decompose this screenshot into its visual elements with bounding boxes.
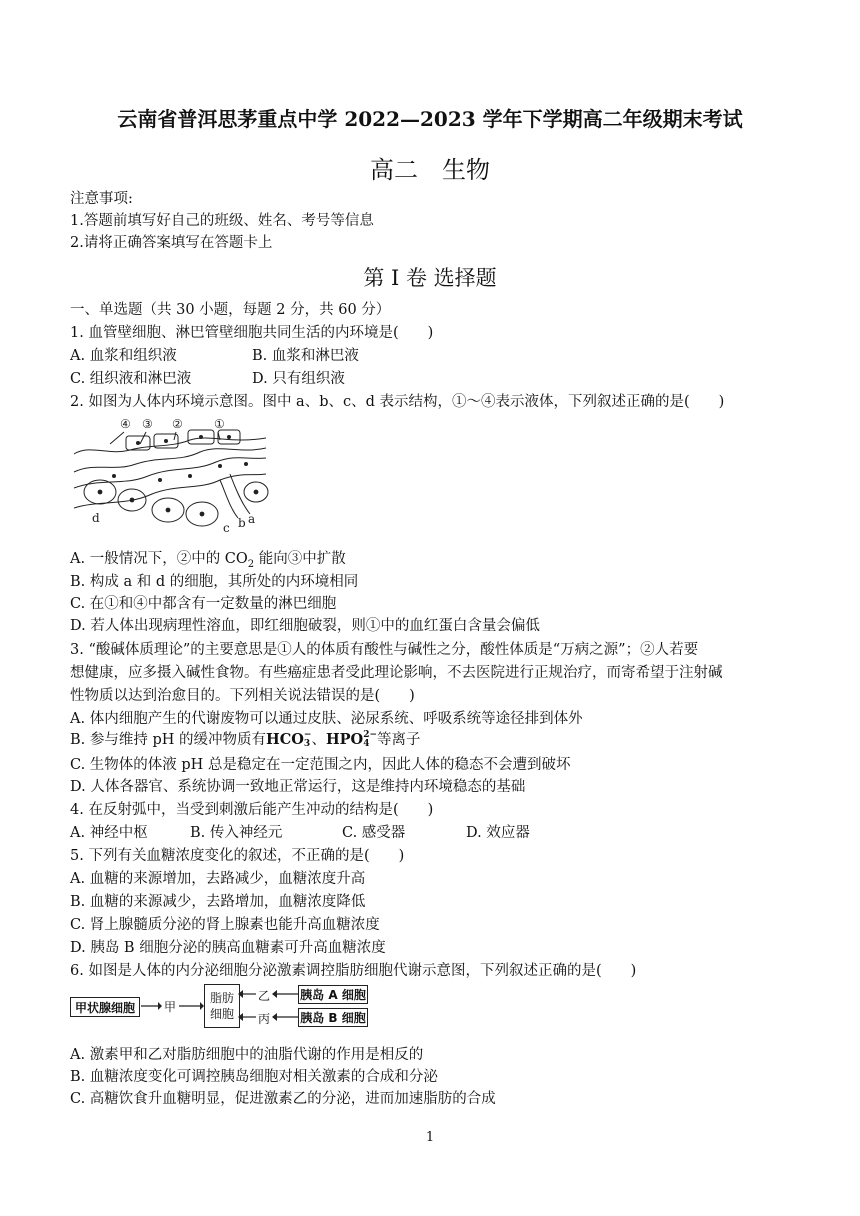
q2-figure (70, 414, 270, 540)
q1-option-d: D. 只有组织液 (252, 371, 345, 387)
hormone-jia-label: 甲 (164, 1000, 177, 1014)
q5-option-d: D. 胰岛 B 细胞分泌的胰高血糖素可升高血糖浓度 (70, 940, 386, 956)
q4-option-c: C. 感受器 (342, 825, 406, 841)
q1-option-c: C. 组织液和淋巴液 (70, 371, 192, 387)
arrow-icon (238, 988, 256, 1000)
q4-option-b: B. 传入神经元 (190, 825, 283, 841)
exam-subtitle: 高二 生物 (370, 156, 490, 184)
q2-option-c: C. 在①和④中都含有一定数量的淋巴细胞 (70, 596, 337, 612)
hormone-yi-label: 乙 (258, 989, 271, 1003)
fig-label-a: a (248, 512, 256, 526)
thyroid-cell-box: 甲状腺细胞 (70, 997, 140, 1017)
section-description: 一、单选题（共 30 小题，每题 2 分，共 60 分） (70, 302, 391, 318)
q3-stem-line-1: 3. “酸碱体质理论”的主要意思是①人的体质有酸性与碱性之分，酸性体质是“万病之源”；②人若要 (70, 642, 699, 658)
q6-option-a: A. 激素甲和乙对脂肪细胞中的油脂代谢的作用是相反的 (70, 1047, 424, 1063)
section-title: 第 I 卷 选择题 (363, 266, 497, 290)
q3-option-a: A. 体内细胞产生的代谢废物可以通过皮肤、泌尿系统、呼吸系统等途径排到体外 (70, 711, 583, 727)
q5-option-c: C. 肾上腺髓质分泌的肾上腺素也能升高血糖浓度 (70, 917, 380, 933)
q1-option-b: B. 血浆和淋巴液 (252, 348, 359, 364)
q3-stem-line-2: 想健康，应多摄入碱性食物。有些癌症患者受此理论影响，不去医院进行正规治疗，而寄希望于注射碱 (70, 665, 723, 681)
arrow-icon (238, 1011, 256, 1023)
q6-stem: 6. 如图是人体的内分泌细胞分泌激素调控脂肪细胞代谢示意图，下列叙述正确的是( ) (70, 963, 637, 979)
notice-heading: 注意事项: (70, 191, 133, 207)
q2-option-d: D. 若人体出现病理性溶血，即红细胞破裂，则①中的血红蛋白含量会偏低 (70, 618, 540, 634)
fig-label-2: ② (172, 417, 183, 431)
islet-b-cell-box: 胰岛 B 细胞 (298, 1008, 368, 1027)
q3-option-d: D. 人体各器官、系统协调一致地正常运行，这是维持内环境稳态的基础 (70, 779, 526, 795)
exam-title: 云南省普洱思茅重点中学 2022—2023 学年下学期高二年级期末考试 (117, 107, 743, 131)
page-number: 1 (425, 1130, 435, 1145)
q2-stem: 2. 如图为人体内环境示意图。图中 a、b、c、d 表示结构，①～④表示液体，下列叙述正确的是( ) (70, 394, 725, 410)
q1-option-a: A. 血浆和组织液 (70, 348, 177, 364)
notice-item-1: 1.答题前填写好自己的班级、姓名、考号等信息 (70, 213, 374, 229)
q4-option-d: D. 效应器 (466, 825, 530, 841)
q5-stem: 5. 下列有关血糖浓度变化的叙述，不正确的是( ) (70, 848, 405, 864)
fig-label-4: ④ (120, 417, 131, 431)
q6-option-b: B. 血糖浓度变化可调控胰岛细胞对相关激素的合成和分泌 (70, 1069, 438, 1085)
q1-stem: 1. 血管壁细胞、淋巴管壁细胞共同生活的内环境是( ) (70, 325, 434, 341)
q3-option-b: B. 参与维持 pH 的缓冲物质有HCO− 3、HPO2− 4 等离子 (70, 730, 421, 749)
internal-environment-diagram (70, 414, 270, 540)
q6-option-c: C. 高糖饮食升血糖明显，促进激素乙的分泌，进而加速脂肪的合成 (70, 1091, 496, 1107)
fig-label-d: d (92, 511, 100, 525)
arrow-icon (140, 998, 162, 1014)
fig-label-b: b (238, 516, 246, 530)
q2-option-a: A. 一般情况下，②中的 $CO_2$ 能向③中扩散 (70, 551, 346, 570)
arrow-icon (272, 1011, 298, 1023)
arrow-icon (178, 998, 204, 1014)
notice-item-2: 2.请将正确答案填写在答题卡上 (70, 235, 273, 251)
arrow-icon (272, 988, 298, 1000)
hormone-bing-label: 丙 (258, 1012, 271, 1026)
fig-label-1: ① (214, 417, 225, 431)
fig-label-c: c (223, 521, 230, 535)
q3-option-c: C. 生物体的体液 pH 总是稳定在一定范围之内，因此人体的稳态不会遭到破坏 (70, 757, 571, 773)
fat-cell-box: 脂肪 细胞 (204, 984, 240, 1028)
q5-option-a: A. 血糖的来源增加，去路减少，血糖浓度升高 (70, 871, 366, 887)
q2-option-b: B. 构成 a 和 d 的细胞，其所处的内环境相同 (70, 574, 359, 590)
fig-label-3: ③ (142, 417, 153, 431)
q4-stem: 4. 在反射弧中，当受到刺激后能产生冲动的结构是( ) (70, 802, 434, 818)
q3-stem-line-3: 性物质以达到治愈目的。下列相关说法错误的是( ) (70, 688, 415, 704)
islet-a-cell-box: 胰岛 A 细胞 (298, 985, 368, 1004)
q6-flow-diagram (70, 984, 370, 1030)
q4-option-a: A. 神经中枢 (70, 825, 148, 841)
q5-option-b: B. 血糖的来源减少，去路增加，血糖浓度降低 (70, 894, 366, 910)
